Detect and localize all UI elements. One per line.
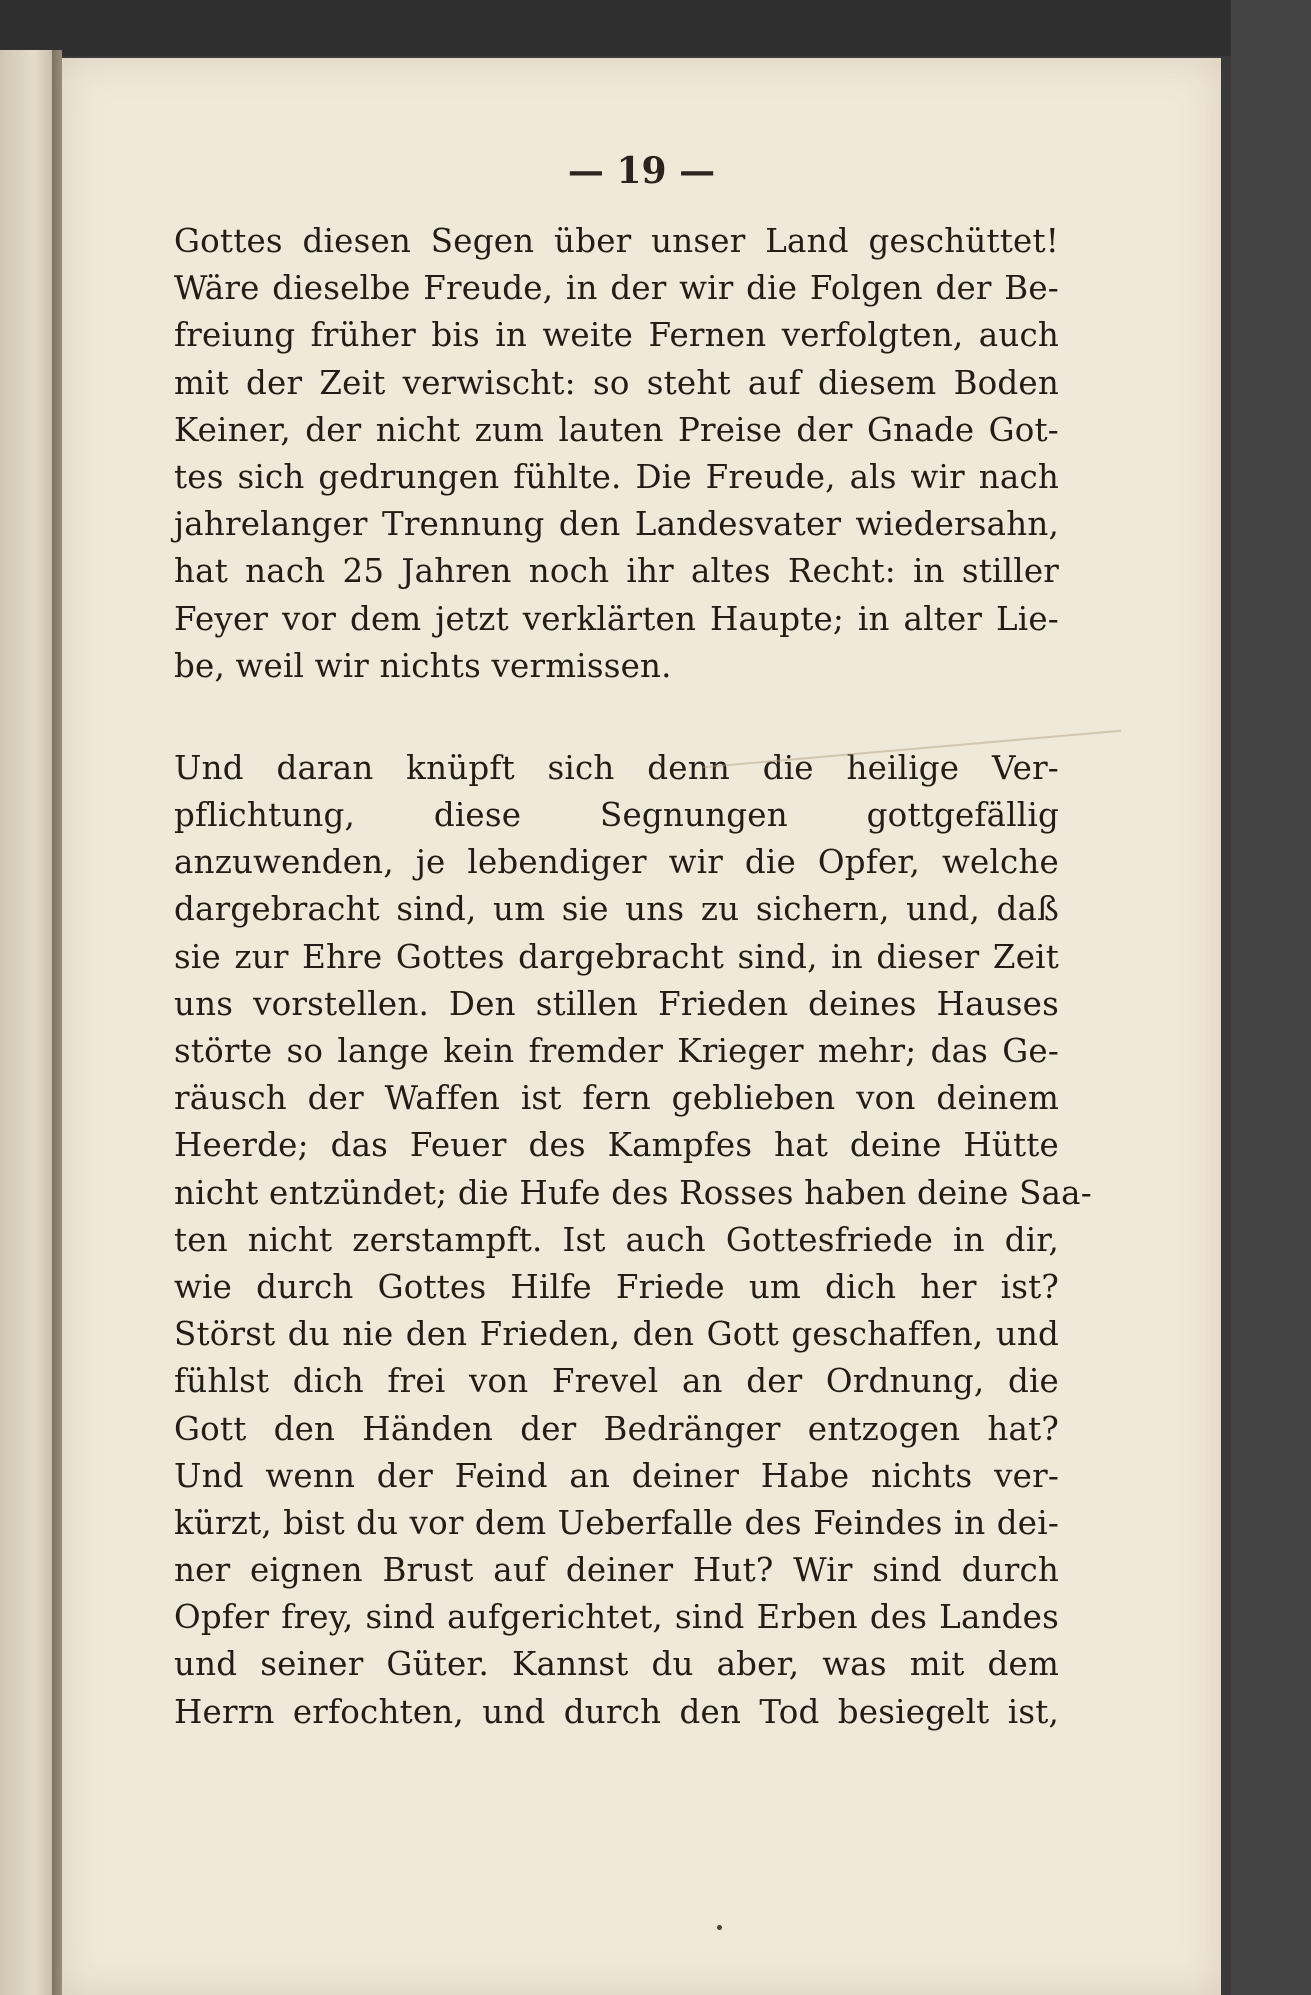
text-line: Gott den Händen der Bedränger entzogen hat? bbox=[174, 1409, 1059, 1448]
text-line: ner eignen Brust auf deiner Hut? Wir sind durch bbox=[174, 1551, 1059, 1590]
book-page bbox=[62, 58, 1221, 1995]
text-line: Herrn erfochten, und durch den Tod besiegelt ist, bbox=[174, 1692, 1059, 1731]
text-line: uns vorstellen. Den stillen Frieden deines Hauses bbox=[174, 984, 1059, 1023]
text-line: Opfer frey, sind aufgerichtet, sind Erben des Landes bbox=[174, 1598, 1059, 1637]
text-block bbox=[174, 218, 1092, 1736]
text-line: mit der Zeit verwischt: so steht auf diesem Boden bbox=[174, 363, 1059, 402]
paragraph-2 bbox=[174, 745, 1092, 1736]
text-line: Störst du nie den Frieden, den Gott geschaffen, und bbox=[174, 1315, 1059, 1354]
text-line: pflichtung, diese Segnungen gottgefällig bbox=[174, 796, 1059, 835]
text-line: Wäre dieselbe Freude, in der wir die Folgen der Be- bbox=[174, 269, 1059, 308]
ink-dot bbox=[717, 1925, 722, 1930]
text-line: jahrelanger Trennung den Landesvater wiedersahn, bbox=[174, 505, 1059, 544]
text-line: Gottes diesen Segen über unser Land geschüttet! bbox=[174, 222, 1059, 260]
text-line: Und wenn der Feind an deiner Habe nichts ver- bbox=[174, 1456, 1059, 1495]
text-line: Heerde; das Feuer des Kampfes hat deine Hütte bbox=[174, 1126, 1059, 1165]
text-line: tes sich gedrungen fühlte. Die Freude, als wir nach bbox=[174, 457, 1059, 496]
text-line: kürzt, bist du vor dem Ueberfalle des Feindes in dei- bbox=[174, 1503, 1059, 1542]
text-line: räusch der Waffen ist fern geblieben von deinem bbox=[174, 1079, 1059, 1118]
text-line: Keiner, der nicht zum lauten Preise der Gnade Got- bbox=[174, 410, 1059, 449]
paragraph-1 bbox=[174, 218, 1059, 690]
text-line: Und daran knüpft sich denn die heilige Ver- bbox=[174, 748, 1059, 787]
scan-background-top bbox=[0, 0, 1311, 56]
paragraph-gap bbox=[174, 690, 1059, 745]
text-line: störte so lange kein fremder Krieger mehr; das Ge- bbox=[174, 1032, 1059, 1070]
text-line: freiung früher bis in weite Fernen verfolgten, auch bbox=[174, 316, 1059, 355]
text-line: und seiner Güter. Kannst du aber, was mit dem bbox=[174, 1645, 1059, 1684]
text-line: fühlst dich frei von Frevel an der Ordnung, die bbox=[174, 1362, 1059, 1401]
text-line: ten nicht zerstampft. Ist auch Gottesfriede in dir, bbox=[174, 1220, 1059, 1259]
text-line: nicht entzündet; die Hufe des Rosses haben deine Saa- bbox=[174, 1173, 1092, 1212]
text-line: hat nach 25 Jahren noch ihr altes Recht: in stiller bbox=[174, 552, 1059, 591]
text-line: dargebracht sind, um sie uns zu sichern, und, daß bbox=[174, 890, 1059, 929]
text-line: be, weil wir nichts vermissen. bbox=[174, 646, 672, 685]
text-line: sie zur Ehre Gottes dargebracht sind, in dieser Zeit bbox=[174, 937, 1059, 976]
text-line: wie durch Gottes Hilfe Friede um dich her ist? bbox=[174, 1267, 1059, 1306]
scan-background-right bbox=[1231, 0, 1311, 1995]
page-number: — 19 — bbox=[567, 150, 716, 192]
text-line: anzuwenden, je lebendiger wir die Opfer, welche bbox=[174, 843, 1059, 882]
text-line: Feyer vor dem jetzt verklärten Haupte; in alter Lie- bbox=[174, 599, 1059, 638]
